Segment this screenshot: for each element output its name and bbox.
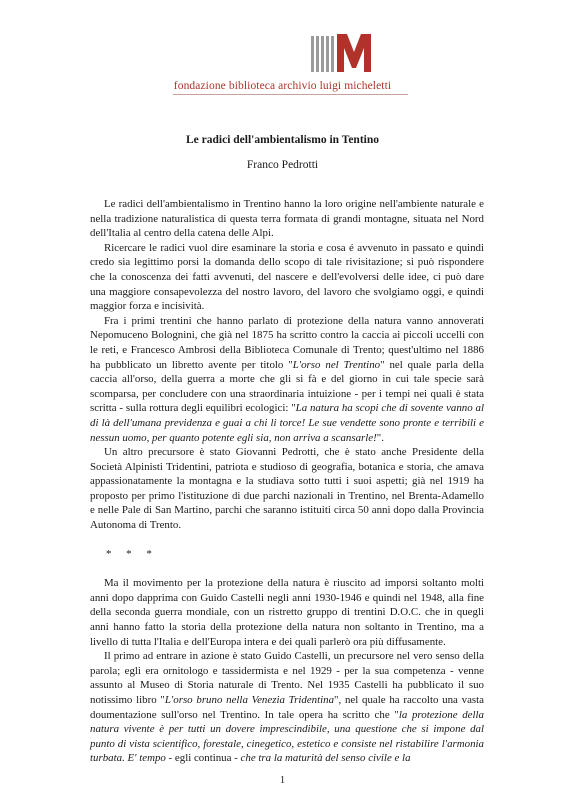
paragraph-text: ", nel quale ha raccolto una vasta doumentazione sull'orso nel Trentino. In tale opera ha scritto che " <box>90 694 485 721</box>
paragraph: Le radici dell'ambientalismo in Trentino hanno la loro origine nell'ambiente naturale e nella tradizione naturalistica di questa terra formata di grandi montagne, situata nel Nord dell'Italia al centro della catena delle Alpi. <box>90 198 484 240</box>
page-number: 1 <box>279 775 286 786</box>
paragraph-text: Il primo ad entrare in azione è stato Guido Castelli, un precursore nel vero senso della parola; egli era ornitologo e tassidermista e nel 1929 - per la sua competenza - venne assunto al Museo di Storia naturale di Trento. Nel 1935 Castelli ha pubblicato il suo notissimo libro " <box>90 650 484 706</box>
paragraph <box>90 314 484 445</box>
quotation: La natura ha scopi che di sovente vanno al di là dell'umana previdenza e guai a chi li torce! Le sue vendette sono pronte e terribili e nessun uomo, per quanto potente egli sia, non arriva a scansarle! <box>90 402 484 444</box>
paragraph: Ma il movimento per la protezione della natura è riuscito ad imporsi soltanto molti anni dopo dapprima con Guido Castelli negli anni 1930-1946 e quindi nel 1948, alla fine della seconda guerra mondiale, con un ristretto gruppo di trentini D.O.C. che in quegli anni hanno fatto la storia della protezione della natura non soltanto in Trentino, ma a livello di tutta l'Italia e dell'Europa intera e dei quali parlerò ora più diffusamente. <box>90 577 484 648</box>
paragraph-text: " nel quale parla della caccia all'orso, della guerra a morte che gli si fà e del giorno in cui tale specie sarà scomparsa, per concludere con una straordinaria intuizione - per i tempi nei quali è stata scritta - sulla rottura degli equilibri ecologici: " <box>90 358 485 415</box>
document-author: Franco Pedrotti <box>246 159 319 171</box>
quotation: che tra la maturità del senso civile e la <box>240 752 411 765</box>
paragraph <box>90 649 484 766</box>
document-body <box>90 197 484 766</box>
logo-divider <box>173 94 408 95</box>
quotation: la protezione della natura vivente è per tutti un dovere imprescindibile, una questione che si impone dal punto di vista scientifico, forestale, cinegetico, estetico e consiste nel ristabilire l'armonia turbata. E' tempo - <box>90 708 484 765</box>
book-title: L'orso bruno nella Venezia Tridentina <box>164 694 335 706</box>
section-separator: * * * <box>106 548 158 561</box>
micheletti-m-logo-icon <box>311 32 373 76</box>
foundation-name: fondazione biblioteca archivio luigi micheletti <box>173 80 392 92</box>
paragraph-text: Fra i primi trentini che hanno parlato di protezione della natura vanno annoverati Nepomuceno Bolognini, che già nel 1875 ha scritto contro la caccia ai piccoli uccelli con le reti, e Francesco Ambrosi della Biblioteca Comunale di Trento; quest'ultimo nel 1886 ha pubblicato un libretto avente per titolo " <box>90 314 484 371</box>
paragraph-text: egli continua - <box>172 752 241 765</box>
paragraph-text: ". <box>376 431 384 444</box>
book-title: L'orso nel Trentino <box>292 358 381 371</box>
paragraph: Ricercare le radici vuol dire esaminare la storia e cosa é avvenuto in passato e quindi credo sia legittimo porsi la domanda dello scopo di tale rivisitazione; si può rispondere che la conoscenza dei fatti avvenuti, del nascere e dell'evolversi delle idee, ci può dare una maggiore consapevolezza del nostro lavoro, del lavoro che svolgiamo oggi, e quindi maggior forza e incisività. <box>90 241 484 313</box>
paragraph: Un altro precursore è stato Giovanni Pedrotti, che è stato anche Presidente della Società Alpinisti Tridentini, patriota e studioso di geografia, botanica e storia, che amava appassionatamente la montagna e la studiava sotto tutti i suoi aspetti; già nel 1919 ha proposto per primo l'istituzione di due parchi nazionali in Trentino, nel Brenta-Adamello e nelle Pale di San Martino, parchi che saranno istituiti circa 50 anni dopo dalla Provincia Autonoma di Trento. <box>90 446 484 532</box>
document-title: Le radici dell'ambientalismo in Tentino <box>186 134 379 146</box>
